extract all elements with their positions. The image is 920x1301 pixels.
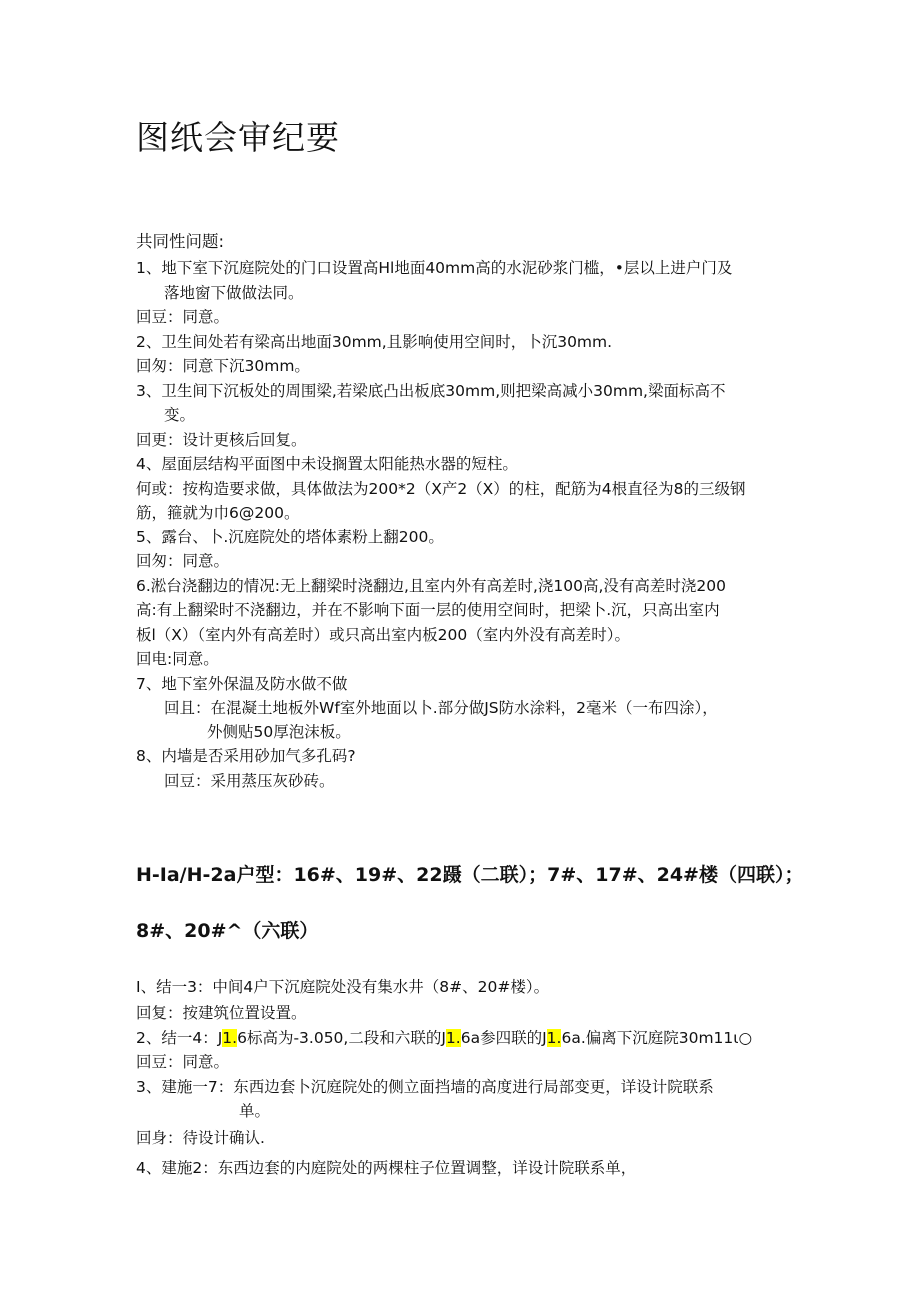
house-line: 3、建施一7：东西边套卜沉庭院处的侧立面挡墙的高度进行局部变更，详设计院联系 bbox=[136, 1078, 714, 1096]
common-line: 回豆：采用蒸压灰砂砖。 bbox=[164, 772, 335, 790]
highlight-mark: 1. bbox=[445, 1029, 461, 1047]
common-line: 高:有上翻梁时不浇翻边，并在不影响下面一层的使用空间时，把梁卜.沉，只高出室内 bbox=[136, 601, 720, 619]
common-line: 板l（X）（室内外有高差时）或只高出室内板200（室内外没有高差时）。 bbox=[136, 626, 631, 644]
common-line: 回豆：同意。 bbox=[136, 308, 230, 326]
common-line: 外侧贴50厚泡沫板。 bbox=[207, 723, 351, 741]
common-line: 变。 bbox=[164, 406, 196, 424]
common-line: 回电:同意。 bbox=[136, 650, 219, 668]
highlight-mark: 1. bbox=[546, 1029, 562, 1047]
common-line: 回匆：同意下沉30mm。 bbox=[136, 357, 310, 375]
line-segment: 6标高为-3.050,二段和六联的J bbox=[237, 1029, 446, 1047]
common-line: 5、露台、卜.沉庭院处的塔体素粉上翻200。 bbox=[136, 528, 444, 546]
line-segment: 2、结一4：J bbox=[136, 1029, 223, 1047]
common-line: 4、屋面层结构平面图中未设搁置太阳能热水器的短柱。 bbox=[136, 455, 518, 473]
common-line: 落地窗下做做法同。 bbox=[164, 284, 304, 302]
common-line: 何或：按构造要求做，具体做法为200*2（X产2（X）的柱，配筋为4根直径为8的三级钢 bbox=[136, 480, 746, 498]
house-line: I、结一3：中间4户下沉庭院处没有集水井（8#、20#楼）。 bbox=[136, 978, 550, 996]
highlight-mark: 1. bbox=[222, 1029, 238, 1047]
page-title: 图纸会审纪要 bbox=[136, 118, 340, 157]
house-line: 单。 bbox=[239, 1102, 271, 1120]
line-segment: 6a参四联的J bbox=[460, 1029, 547, 1047]
common-line: 3、卫生间下沉板处的周围梁,若梁底凸出板底30mm,则把梁高减小30mm,梁面标高不 bbox=[136, 382, 726, 400]
house-type-heading: H-Ia/H-2a户型：16#、19#、22蹑（二联）；7#、17#、24#楼（四联）； bbox=[136, 864, 804, 886]
common-line: 回且：在混凝土地板外Wf室外地面以卜.部分做JS防水涂料，2毫米（一布四涂）， bbox=[164, 699, 718, 717]
common-line: 1、地下室下沉庭院处的门口设置高Hl地面40mm高的水泥砂浆门槛，•层以上进户门及 bbox=[136, 259, 733, 277]
common-line: 回匆：同意。 bbox=[136, 552, 230, 570]
house-line: 4、建施2：东西边套的内庭院处的两棵柱子位置调整，详设计院联系单， bbox=[136, 1159, 637, 1177]
common-line: 回更：设计更核后回复。 bbox=[136, 431, 307, 449]
common-issues-heading: 共同性问题: bbox=[136, 232, 225, 251]
house-line: 回豆：同意。 bbox=[136, 1053, 230, 1071]
house-type-heading-cont: 8#、20#^（六联） bbox=[136, 920, 319, 942]
house-line-highlighted bbox=[136, 1026, 752, 1050]
house-line: 回身：待设计确认. bbox=[136, 1129, 265, 1147]
common-line: 6.淞台浇翻边的情况:无上翻梁时浇翻边,且室内外有高差时,浇100高,没有高差时浇200 bbox=[136, 577, 726, 595]
common-line: 8、内墙是否采用砂加气多孔码? bbox=[136, 747, 356, 765]
house-line: 回复：按建筑位置设置。 bbox=[136, 1004, 307, 1022]
common-line: 7、地下室外保温及防水做不做 bbox=[136, 675, 348, 693]
common-line: 2、卫生间处若有梁高出地面30mm,且影响使用空间时，卜沉30mm. bbox=[136, 333, 613, 351]
line-segment: 6a.偏离下沉庭院30m11ι○ bbox=[561, 1029, 753, 1047]
common-line: 筋，箍就为巾6@200。 bbox=[136, 504, 300, 522]
